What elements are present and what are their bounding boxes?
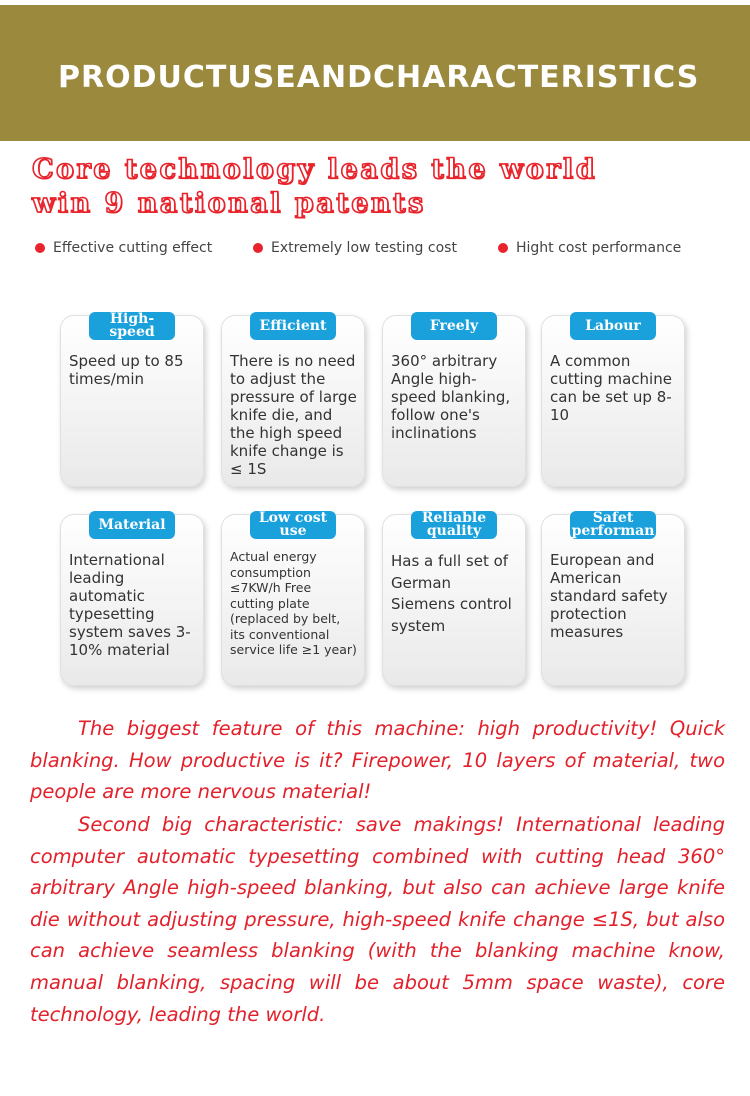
card-title: Safet performan — [571, 510, 655, 539]
feature-card — [541, 315, 685, 487]
paragraph-text: The biggest feature of this machine: high productivity! Quick blanking. How productive is it? Firepower, 10 layers of material, two people are more nervous material! — [30, 717, 725, 804]
card-body: European and American standard safety protection measures — [550, 551, 668, 641]
bullet-dot-icon — [253, 243, 263, 253]
paragraph-productivity — [30, 713, 725, 808]
title-banner — [0, 5, 750, 141]
bullet-text: Effective cutting effect — [53, 240, 213, 256]
card-body: Actual energy consumption ≤7KW/h Free cutting plate (replaced by belt, its conventional service life ≥1 year) — [230, 549, 357, 657]
card-title: High-speed — [89, 312, 175, 340]
card-body: 360° arbitrary Angle high-speed blanking, follow one's inclinations — [391, 352, 511, 442]
bullet-item — [35, 240, 212, 256]
card-body: A common cutting machine can be set up 8-10 — [550, 352, 672, 424]
bullet-dot-icon — [35, 243, 45, 253]
feature-card — [60, 311, 204, 487]
card-title: Freely — [411, 312, 497, 340]
feature-card — [221, 315, 365, 487]
headline-line-2: win 9 national patents — [32, 188, 426, 219]
card-title: Reliable quality — [411, 511, 497, 539]
paragraph-text: Second big characteristic: save makings! International leading computer automatic typesetting combined with cutting head 360° arbitrary Angle high-speed blanking, but also can achieve large knife die without adjusting pressure, high-speed knife change ≤1S, but also can achieve seamless blanking (with the blanking machine know, manual blanking, spacing will be about 5mm space waste), core technology, leading the world. — [30, 813, 725, 1026]
bullet-item — [498, 240, 681, 256]
card-title: Low cost use — [250, 511, 336, 539]
card-body: There is no need to adjust the pressure of large knife die, and the high speed knife change is ≤ 1S — [230, 352, 357, 478]
card-title: Material — [89, 511, 175, 539]
feature-card — [221, 510, 365, 686]
bullet-text: Hight cost performance — [516, 240, 682, 256]
banner-title: PRODUCTUSEANDCHARACTERISTICS — [58, 60, 700, 95]
bullet-text: Extremely low testing cost — [271, 240, 457, 256]
card-title: Labour — [570, 312, 656, 340]
bullet-item — [253, 240, 457, 256]
paragraph-save-materials — [30, 809, 725, 1030]
card-body: Has a full set of German Siemens control system — [391, 552, 512, 635]
feature-card — [382, 315, 526, 487]
bullet-dot-icon — [498, 243, 508, 253]
feature-card — [382, 510, 526, 686]
feature-card — [60, 514, 204, 686]
card-body: Speed up to 85 times/min — [69, 352, 184, 388]
feature-bullets — [35, 240, 725, 260]
feature-card — [541, 510, 685, 686]
card-title: Efficient — [250, 312, 336, 340]
card-body: International leading automatic typesetting system saves 3-10% material — [69, 551, 191, 659]
headline-line-1: Core technology leads the world — [32, 154, 598, 185]
